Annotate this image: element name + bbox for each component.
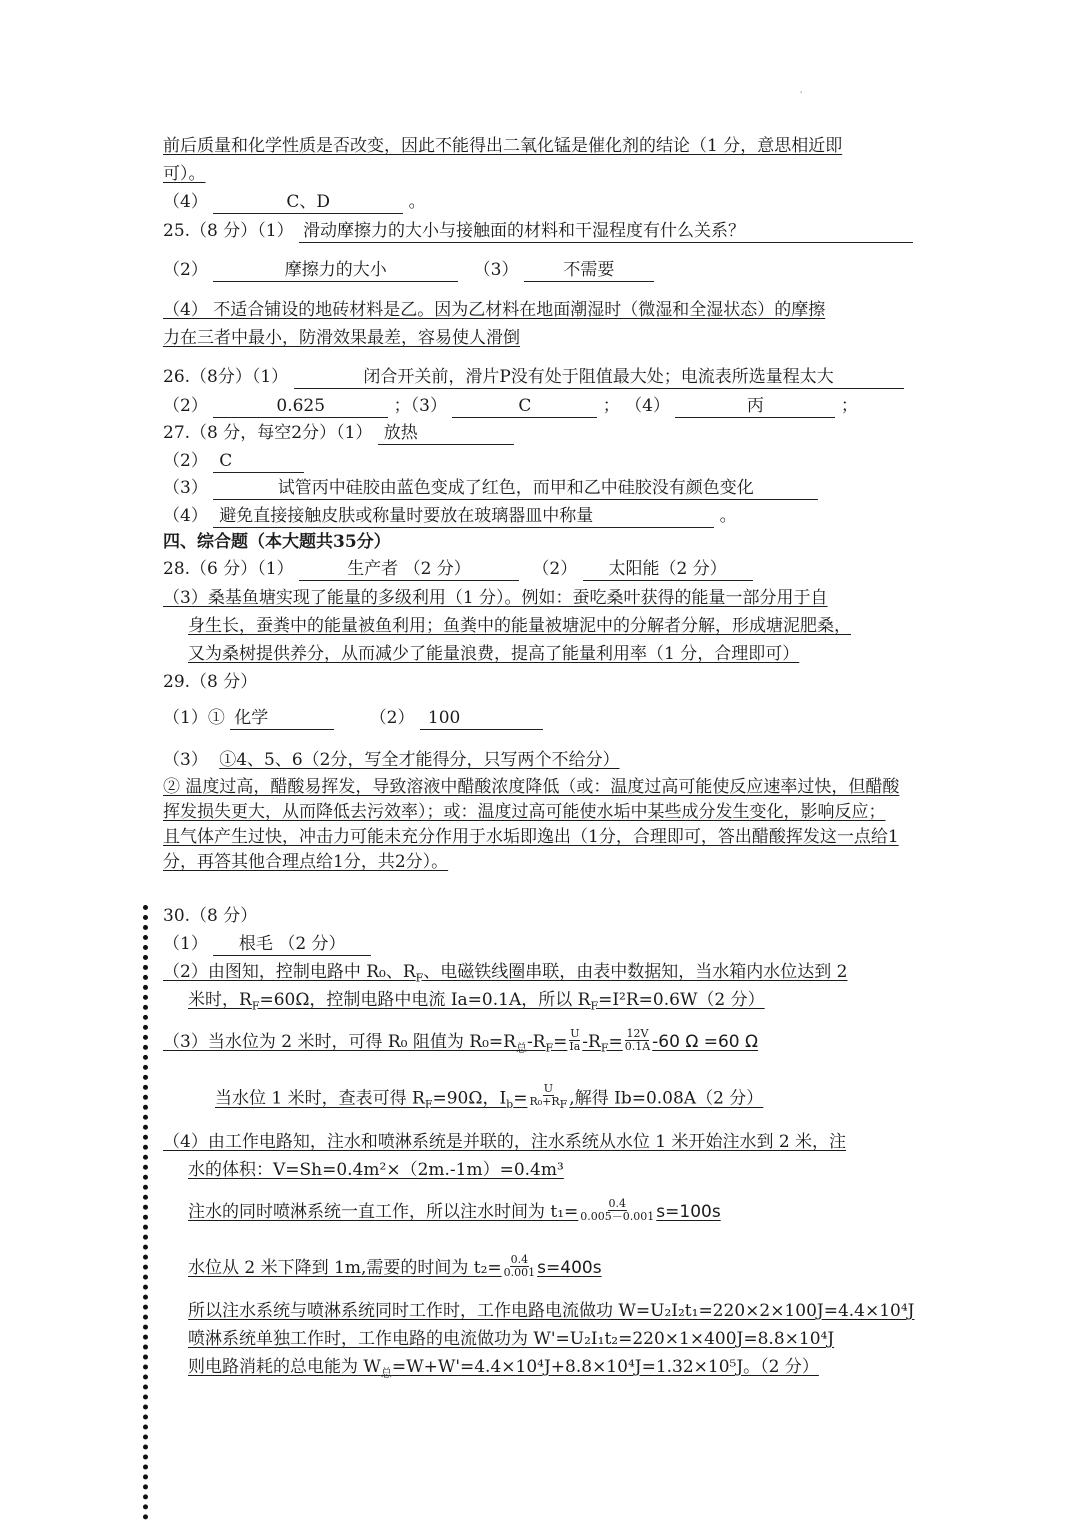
q27-part2: （2） C (163, 449, 304, 473)
q29-parts12: （1）① 化学 （2） 100 (163, 706, 543, 730)
fraction-den-r0-rf: $R_0+R_F$ (529, 1095, 568, 1112)
q30-work-line2: 喷淋系统单独工作时，工作电路的电流做功为 W'=U₂I₁t₂=220×1×400J=8.8×10⁴J (188, 1329, 835, 1349)
fraction-t2: $\frac{0.4}{0.001}$ (503, 1253, 536, 1279)
q29-label: 29.（8 分） (163, 672, 258, 692)
q30-t1-line: 注水的同时喷淋系统一直工作，所以注水时间为 t₁= $\frac{0.4}{0.005-0.001}$ s=100s (188, 1197, 721, 1223)
fraction-u-over-r0-rf: $\frac{U}{R_0+R_F}$ (529, 1082, 568, 1112)
q25-parts23: （2） 摩擦力的大小 （3） 不需要 (163, 258, 654, 282)
q30-work-line3: 则电路消耗的总电能为 $W_总=W+W'=4.4\times 10^4J+8.8\times 10^4J=1.32\times 10^5J$。（2 分） (188, 1357, 819, 1380)
q28-parts12: 28.（6 分）（1） 生产者 （2 分） （2） 太阳能（2 分） (163, 557, 753, 581)
q25-part4-line1: （4） 不适合铺设的地砖材料是乙。因为乙材料在地面潮湿时（微湿和全湿状态）的摩擦 (163, 300, 826, 320)
q29-answer3: ①4、5、6（2分，写全才能得分，只写两个不给分） (219, 750, 620, 770)
q30-part4-line1: （4）由工作电路知，注水和喷淋系统是并联的，注水系统从水位 1 米开始注水到 2 米，注 (163, 1132, 847, 1152)
q29-answer2: 100 (420, 707, 543, 730)
q27-answer3: 试管丙中硅胶由蓝色变成了红色，而甲和乙中硅胶没有颜色变化 (213, 477, 818, 500)
q24-line2: 可）。 (163, 164, 206, 184)
q27-part1: 27.（8 分，每空2分）（1） 放热 (163, 421, 514, 445)
q30-part4-line2: 水的体积：V=Sh=0.4m²×（2m.-1m）=0.4m³ (188, 1160, 564, 1180)
q26-answer3: C (452, 395, 597, 418)
scan-mark: ' (800, 90, 803, 99)
q24-line1: 前后质量和化学性质是否改变，因此不能得出二氧化锰是催化剂的结论（1 分，意思相近即 (163, 136, 843, 156)
q30-t2-line: 水位从 2 米下降到 1m,需要的时间为 t₂= $\frac{0.4}{0.001}$ s=400s (188, 1253, 602, 1279)
q24-part4: （4） C、D 。 (163, 192, 426, 212)
q27-answer2: C (213, 450, 304, 473)
q29-line1: ② 温度过高，醋酸易挥发，导致溶液中醋酸浓度降低（或：温度过高可能使反应速率过快，但醋酸 (163, 777, 900, 797)
q30-label: 30.（8 分） (163, 906, 258, 926)
q27-part4: （4） 避免直接接触皮肤或称量时要放在玻璃器皿中称量 。 (163, 506, 737, 526)
q27-answer1: 放热 (378, 422, 514, 445)
section4-heading: 四、综合题（本大题共35分） (163, 532, 391, 552)
q26-answer4: 丙 (675, 395, 835, 418)
q26-parts234: （2） 0.625 ；（3） C ； （4） 丙 ； (163, 396, 858, 416)
q25-answer1: 滑动摩擦力的大小与接触面的材料和干湿程度有什么关系？ (299, 220, 913, 243)
q25-part4-line2: 力在三者中最小，防滑效果最差，容易使人滑倒 (163, 328, 520, 348)
q30-part2-line1: （2）由图知，控制电路中 R₀、$R_F$、电磁铁线圈串联，由表中数据知，当水箱内水位达到 2 (163, 962, 848, 985)
q25-answer3: 不需要 (524, 259, 654, 282)
q29-part3: （3） ①4、5、6（2分，写全才能得分，只写两个不给分） (163, 750, 620, 770)
q25-part1: 25.（8 分）（1） 滑动摩擦力的大小与接触面的材料和干湿程度有什么关系？ (163, 219, 913, 243)
q24-answer4: C、D (213, 191, 403, 214)
q28-answer1: 生产者 （2 分） (299, 558, 519, 581)
q30-part3-line1: （3）当水位为 2 米时，可得 R₀ 阻值为 $R_0=R_总-R_F=$ $\frac{U}{Ia}$ $-R_F=$ $\frac{12V}{0.1A}$ -60 Ω =60 Ω (163, 1027, 758, 1055)
q30-answer1: 根毛 （2 分） (213, 933, 371, 956)
q27-answer4: 避免直接接触皮肤或称量时要放在玻璃器皿中称量 (213, 505, 714, 528)
q27-part3: （3） 试管丙中硅胶由蓝色变成了红色，而甲和乙中硅胶没有颜色变化 (163, 476, 818, 500)
fraction-u-over-ia: $\frac{U}{Ia}$ (569, 1027, 581, 1053)
q26-answer2: 0.625 (213, 395, 388, 418)
q26-part1: 26.（8分）（1） 闭合开关前，滑片P没有处于阻值最大处；电流表所选量程太大 (163, 365, 904, 389)
q26-answer1: 闭合开关前，滑片P没有处于阻值最大处；电流表所选量程太大 (294, 366, 904, 389)
fraction-12v-over-01a: $\frac{12V}{0.1A}$ (624, 1027, 651, 1053)
q29-line3: 且气体产生过快，冲击力可能未充分作用于水垢即逸出（1分，合理即可，答出醋酸挥发这一点给1 (163, 827, 899, 847)
fraction-t1: $\frac{0.4}{0.005-0.001}$ (580, 1197, 655, 1223)
binding-margin-dotted-line (143, 905, 148, 1520)
q25-answer2: 摩擦力的大小 (213, 259, 458, 282)
q28-part3-line2: 身生长，蚕粪中的能量被鱼利用；鱼粪中的能量被塘泥中的分解者分解，形成塘泥肥桑， (188, 616, 851, 636)
q30-work-line1: 所以注水系统与喷淋系统同时工作时，工作电路电流做功 W=U₂I₂t₁=220×2×100J=4.4×10⁴J (188, 1301, 915, 1321)
q28-part3-line1: （3）桑基鱼塘实现了能量的多级利用（1 分）。例如：蚕吃桑叶获得的能量一部分用于自 (163, 588, 828, 608)
q29-line4: 分，再答其他合理点给1分，共2分）。 (163, 852, 449, 872)
q30-part2-line2: 米时，$R_F=60\Omega$，控制电路中电流 Ia=0.1A，所以 $R_F=I^2R=0.6W(2$ 分） (188, 990, 765, 1013)
q30-part3-line2: 当水位 1 米时，查表可得 $R_F=90\Omega$，$I_b=$ $\frac{U}{R_0+R_F}$ ,解得 Ib=0.08A（2 分） (215, 1082, 764, 1112)
q30-part1: （1） 根毛 （2 分） (163, 932, 371, 956)
q29-line2: 挥发损失更大，从而降低去污效率）；或：温度过高可能使水垢中某些成分发生变化，影响反应； (163, 802, 886, 822)
q28-part3-line3: 又为桑树提供养分，从而减少了能量浪费，提高了能量利用率（1 分，合理即可） (188, 644, 800, 664)
q29-answer1: 化学 (230, 707, 334, 730)
q28-answer2: 太阳能（2 分） (583, 558, 753, 581)
